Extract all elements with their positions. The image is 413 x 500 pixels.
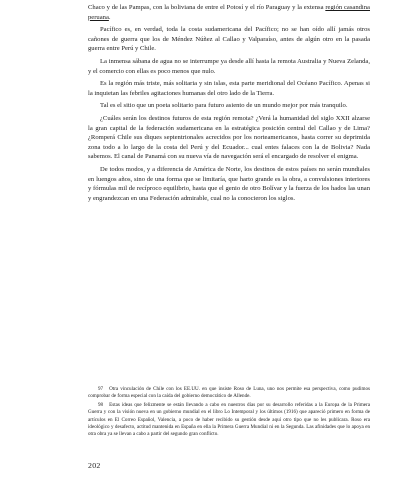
paragraph-2: Pacífico es, en verdad, toda la costa sudamericana del Pacífico; no se han oído allí jamás otros cañones de guerra que los de Méndez Núñez al Callao y Valparaíso, antes de algún otro en la pasada guerra entre Perú y Chile. xyxy=(88,26,370,53)
paragraph-7: De todos modos, y a diferencia de América de Norte, los destinos de estos países no serán mundiales en luengos años, sino de una forma que se limitaría, que harto grande es la obra, a convulsiones interiores y fórmulas mil de recíproco equilibrio, hasta que el genio de otro Bolívar y la fuerza de los hados las unan y engrandezcan en una Federación admirable, cual no la conocieron los siglos. xyxy=(88,165,370,202)
footnote-text: Estas ideas que felizmente se están llevando a cabo en nuestros días por su desarrollo referidas a la Europa de la Primera Guerra y con la visión nueva en un gobierno mundial en el libro Lo Intemporal y los últimos (1916) que apareció primero en forma de artículos en El Correo Español, Valencia, a poco de haber recibido su gestión desde aquí otro tipo que no les publicara. Roso era ideológico y desafecto, actitud mantenida en España en ella la Primera Guerra Mundial ni en la Segunda. Las afinidades que lo apoya en otra obra ya se llevan a cabo a partir del segundo gran conflicto. xyxy=(88,401,370,438)
footnote-number: 98 xyxy=(98,401,104,408)
paragraph-3: La inmensa sábana de agua no se interrumpe ya desde allí hasta la remota Australia y Nueva Zelanda, y el comercio con ellas es poco menos que nulo. xyxy=(88,57,370,75)
paragraph-1-end: . xyxy=(108,13,111,21)
paragraph-6: ¿Cuáles serán los destinos futuros de esta región remota? ¿Verá la humanidad del siglo XXII alzarse la gran capital de la federación sudamericana en la estratégica posición central del Callao y de Lima? ¿Romperá Chile sus diques septentrionales acrecidos por los norteamericanos, hasta correr su deprimida zona todo a lo largo de la costa del Perú y del Ecuador... cual entes falaces con la de Bolivia? Nada sabemos. El canal de Panamá con su nueva vía de navegación será el encargado de resolver el enigma. xyxy=(88,114,370,161)
paragraph-5: Tal es el sitio que un poeta solitario para futuro asiento de un mundo mejor por más tranquilo. xyxy=(100,102,348,110)
footnote-98 xyxy=(88,402,370,439)
footnote-97 xyxy=(88,386,370,401)
footnote-text: Otra vinculación de Chile con los EE.UU. en que insiste Roso de Luna, uno nos permite esa perspectiva, como pudimos comprobar de forma especial con la caída del gobierno democrático de Allende. xyxy=(88,386,370,400)
underlined-phrase: región casandina peruana xyxy=(88,4,370,21)
footnote-number: 97 xyxy=(98,386,104,392)
main-text xyxy=(88,3,370,206)
paragraph-1-text: Chaco y de las Pampas, con la boliviana de entre el Potosí y el río Paraguay y la extensa xyxy=(88,4,326,11)
paragraph-4: Es la región más triste, más solitaria y sin islas, esta parte meridional del Océano Pacífico. Apenas si la inquietan las febriles agitaciones humanas del otro lado de la Tierra. xyxy=(88,80,370,97)
paragraph-1 xyxy=(88,3,370,22)
footnotes xyxy=(88,386,370,440)
page-number: 202 xyxy=(88,461,101,470)
